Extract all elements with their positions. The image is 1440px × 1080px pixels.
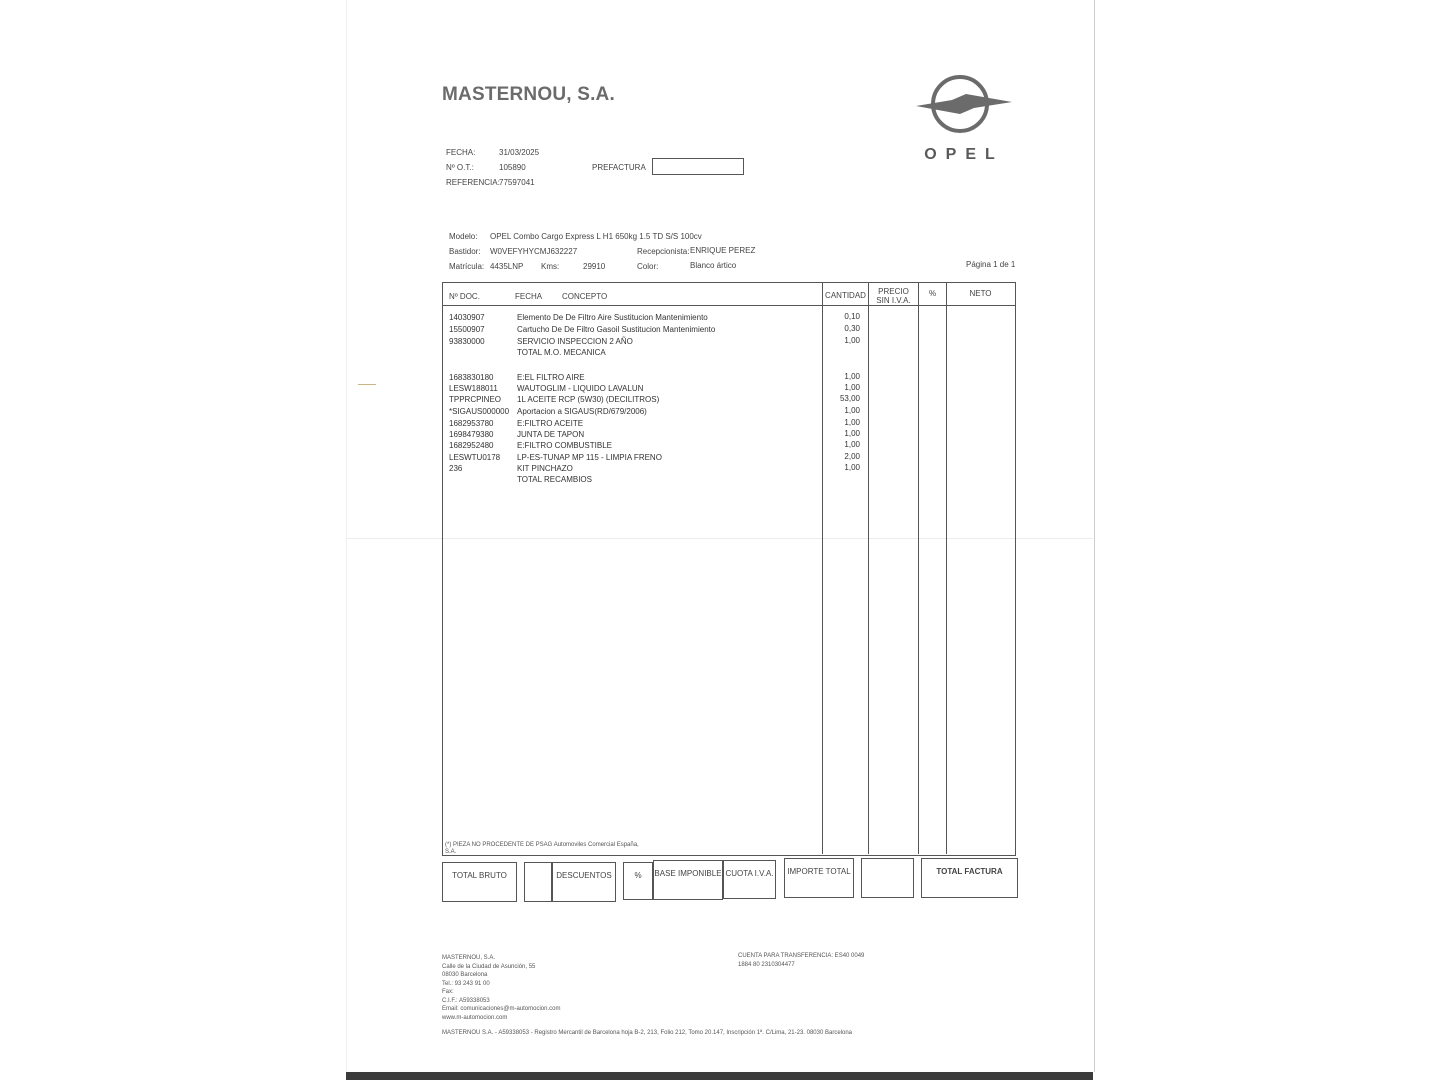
- bastidor-value: W0VEFYHYCMJ632227: [490, 247, 578, 256]
- header-precio-line1: PRECIO: [878, 287, 909, 296]
- line-ref: 14030907: [449, 313, 485, 322]
- line-concepto: TOTAL M.O. MECANICA: [517, 348, 606, 357]
- line-cantidad: 1,00: [844, 406, 860, 415]
- line-ref: *SIGAUS000000: [449, 407, 510, 416]
- col-divider-precio: [868, 282, 869, 854]
- cuota-iva-box: CUOTA I.V.A.: [723, 860, 776, 899]
- color-value: Blanco ártico: [690, 261, 737, 270]
- total-factura-box: TOTAL FACTURA: [921, 858, 1018, 898]
- kms-label: Kms:: [541, 262, 560, 271]
- line-ref: TPPRCPINEO: [449, 395, 502, 404]
- header-precio-line2: SIN I.V.A.: [876, 296, 911, 305]
- kms-value: 29910: [583, 262, 606, 271]
- page-indicator: Página 1 de 1: [966, 260, 1016, 269]
- header-neto: NETO: [969, 289, 992, 298]
- modelo-label: Modelo:: [449, 232, 478, 241]
- header-ndoc: Nº DOC.: [449, 292, 480, 301]
- line-concepto: E:FILTRO ACEITE: [517, 419, 584, 428]
- line-ref: 1683830180: [449, 373, 494, 382]
- line-cantidad: 1,00: [844, 429, 860, 438]
- line-concepto: Cartucho De De Filtro Gasoil Sustitucion Mantenimiento: [517, 325, 716, 334]
- line-concepto: WAUTOGLIM - LIQUIDO LAVALUN: [517, 384, 644, 393]
- table-header-divider: [442, 305, 1016, 306]
- line-cantidad: 2,00: [844, 452, 860, 461]
- line-ref: 1682953780: [449, 419, 494, 428]
- header-precio: [869, 287, 918, 305]
- footer-bank-line2: 1884 80 2310304477: [738, 961, 795, 968]
- ot-value: 105890: [499, 163, 526, 172]
- line-concepto: E:FILTRO COMBUSTIBLE: [517, 441, 612, 450]
- footer-fax: Fax:: [442, 989, 454, 995]
- line-cantidad: 0,30: [844, 324, 860, 333]
- line-ref: LESWTU0178: [449, 453, 501, 462]
- edge-mark: [358, 384, 376, 385]
- fecha-value: 31/03/2025: [499, 148, 540, 157]
- header-pct: %: [928, 289, 937, 298]
- line-concepto: KIT PINCHAZO: [517, 464, 573, 473]
- line-ref: LESW188011: [449, 384, 498, 393]
- color-label: Color:: [637, 262, 659, 271]
- matricula-label: Matrícula:: [449, 262, 485, 271]
- footer-registry: MASTERNOU S.A. - A59338053 - Registro Mercantil de Barcelona hoja B-2, 213, Folio 212, Tomo 20.147, Inscripción 1ª. C/Lima, 21-23. 08030 Barcelona: [442, 1030, 852, 1036]
- footer-phone: Tel.: 93 243 91 00: [442, 980, 490, 987]
- line-cantidad: 0,10: [844, 312, 860, 321]
- line-concepto: JUNTA DE TAPON: [517, 430, 585, 439]
- line-cantidad: 1,00: [844, 383, 860, 392]
- ot-label: Nº O.T.:: [446, 163, 474, 172]
- pct-box: %: [623, 862, 653, 900]
- footer-bank: [738, 952, 864, 969]
- company-name: MASTERNOU, S.A.: [442, 84, 615, 105]
- line-concepto: Aportacion a SIGAUS(RD/679/2006): [517, 407, 647, 416]
- total-bruto-box: TOTAL BRUTO: [442, 862, 517, 902]
- footer-web: www.m-automocion.com: [442, 1014, 508, 1021]
- recepcionista-label: Recepcionista:: [637, 247, 690, 256]
- fecha-label: FECHA:: [446, 148, 476, 157]
- footer-city: 08030 Barcelona: [442, 972, 488, 978]
- matricula-value: 4435LNP: [490, 262, 524, 271]
- referencia-label: REFERENCIA:: [446, 178, 500, 187]
- line-concepto: 1L ACEITE RCP (5W30) (DECILITROS): [517, 395, 660, 404]
- bastidor-label: Bastidor:: [449, 247, 481, 256]
- line-cantidad: 53,00: [839, 394, 860, 403]
- line-ref: 236: [449, 464, 463, 473]
- line-ref: 1682952480: [449, 441, 494, 450]
- footer-bank-line1: CUENTA PARA TRANSFERENCIA: ES40 0049: [738, 953, 865, 959]
- col-divider-neto: [946, 282, 947, 854]
- footer-company: MASTERNOU, S.A.: [442, 955, 496, 961]
- col-divider-cantidad: [822, 282, 823, 854]
- opel-wordmark: OPEL: [924, 146, 1004, 163]
- line-concepto: TOTAL RECAMBIOS: [517, 475, 592, 484]
- scan-bottom-edge: [346, 1072, 1093, 1080]
- header-fecha: FECHA: [515, 292, 543, 301]
- header-concepto: CONCEPTO: [562, 292, 608, 301]
- importe-total-box: IMPORTE TOTAL: [784, 858, 854, 898]
- line-cantidad: 1,00: [844, 463, 860, 472]
- prefactura-label: PREFACTURA: [592, 163, 646, 172]
- line-concepto: SERVICIO INSPECCION 2 AÑO: [517, 337, 633, 346]
- line-cantidad: 1,00: [844, 440, 860, 449]
- line-ref: 1698479380: [449, 430, 494, 439]
- footnote: (*) PIEZA NO PROCEDENTE DE PSAG Automoviles Comercial España, S.A.: [445, 842, 639, 855]
- descuentos-box: DESCUENTOS: [552, 862, 616, 902]
- header-cantidad: CANTIDAD: [825, 291, 866, 300]
- line-cantidad: 1,00: [844, 336, 860, 345]
- footer-cif: C.I.F.: A59338053: [442, 997, 490, 1004]
- modelo-value: OPEL Combo Cargo Express L H1 650kg 1.5 TD S/S 100cv: [490, 232, 702, 241]
- referencia-value: 77597041: [499, 178, 535, 187]
- line-concepto: Elemento De De Filtro Aire Sustitucion Mantenimiento: [517, 313, 708, 322]
- line-concepto: E:EL FILTRO AIRE: [517, 373, 585, 382]
- lines-table: [442, 282, 1016, 856]
- line-cantidad: 1,00: [844, 418, 860, 427]
- importe-value-box: [861, 858, 914, 898]
- footer-email: Email: comunicaciones@m-automocion.com: [442, 1006, 561, 1012]
- line-ref: 93830000: [449, 337, 485, 346]
- line-ref: 15500907: [449, 325, 485, 334]
- line-concepto: LP-ES-TUNAP MP 115 - LIMPIA FRENO: [517, 453, 662, 462]
- recepcionista-value: ENRIQUE PEREZ: [690, 246, 756, 255]
- col-divider-pct: [918, 282, 919, 854]
- line-cantidad: 1,00: [844, 372, 860, 381]
- footer-address: [442, 954, 560, 1022]
- total-empty-box: [524, 862, 552, 902]
- base-imponible-box: BASE IMPONIBLE: [653, 860, 723, 900]
- footer-street: Calle de la Ciudad de Asunción, 55: [442, 963, 536, 970]
- prefactura-box: [652, 158, 744, 175]
